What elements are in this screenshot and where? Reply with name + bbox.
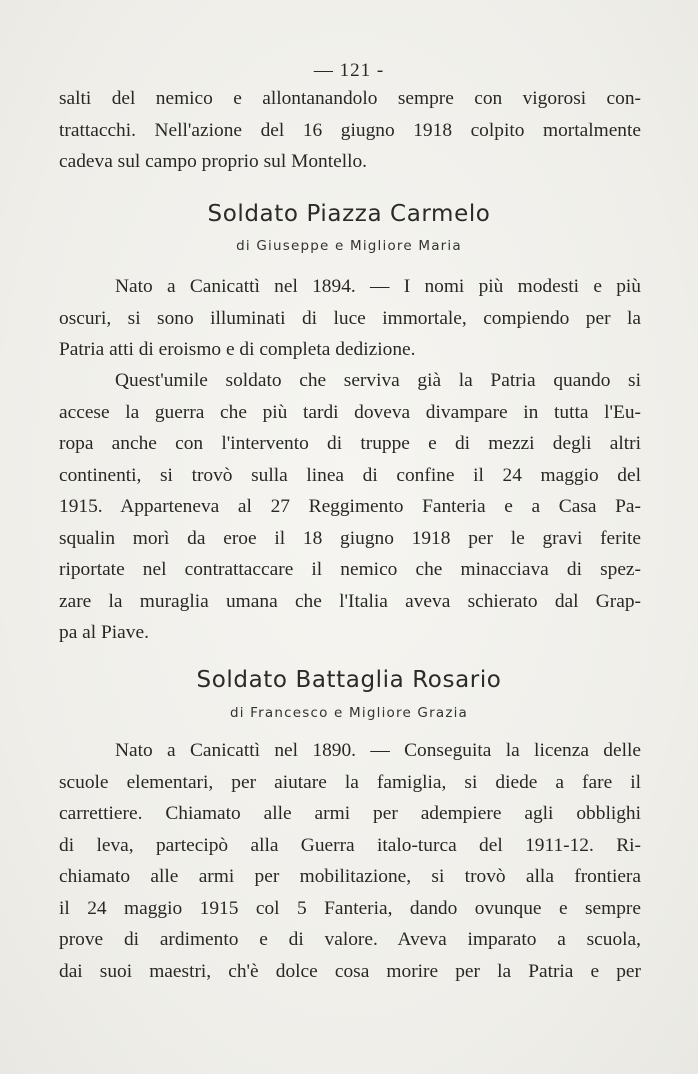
paragraph-continuation bbox=[59, 83, 641, 178]
paragraph-piazza-intro bbox=[59, 271, 641, 366]
text-line: chiamato alle armi per mobilitazione, si trovò alla frontiera bbox=[59, 866, 641, 887]
text-line: carrettiere. Chiamato alle armi per adempiere agli obblighi bbox=[59, 803, 641, 824]
text-line: squalin morì da eroe il 18 giugno 1918 per le gravi ferite bbox=[59, 527, 641, 549]
text-line: Patria atti di eroismo e di completa dedizione. bbox=[59, 339, 416, 360]
text-line: dai suoi maestri, ch'è dolce cosa morire per la Patria e per bbox=[59, 960, 641, 982]
text-line: Nato a Canicattì nel 1890. — Conseguita la licenza delle bbox=[115, 740, 641, 761]
text-line: trattacchi. Nell'azione del 16 giugno 1918 colpito mortalmente bbox=[59, 119, 641, 141]
paragraph-battaglia bbox=[59, 735, 641, 987]
text-line: scuole elementari, per aiutare la famiglia, si diede a fare il bbox=[59, 771, 641, 793]
text-line: prove di ardimento e di valore. Aveva imparato a scuola, bbox=[59, 929, 641, 950]
section-title-battaglia: Soldato Battaglia Rosario bbox=[196, 667, 502, 693]
paragraph-piazza-story bbox=[59, 365, 641, 649]
text-line: oscuri, si sono illuminati di luce immortale, compiendo per la bbox=[59, 307, 641, 329]
text-line: continenti, si trovò sulla linea di confine il 24 maggio del bbox=[59, 464, 641, 486]
text-line: ropa anche con l'intervento di truppe e di mezzi degli altri bbox=[59, 433, 641, 454]
text-line: Nato a Canicattì nel 1894. — I nomi più modesti e più bbox=[115, 276, 641, 297]
text-line: salti del nemico e allontanandolo sempre con vigorosi con- bbox=[59, 88, 641, 109]
text-line: di leva, partecipò alla Guerra italo-turca del 1911-12. Ri- bbox=[59, 834, 641, 856]
section-subtitle-battaglia: di Francesco e Migliore Grazia bbox=[229, 705, 469, 721]
text-line: Quest'umile soldato che serviva già la Patria quando si bbox=[115, 370, 641, 391]
page-number: — 121 - bbox=[313, 60, 385, 81]
text-line: riportate nel contrattaccare il nemico che minacciava di spez- bbox=[59, 559, 641, 580]
text-line: 1915. Apparteneva al 27 Reggimento Fanteria e a Casa Pa- bbox=[59, 496, 641, 517]
text-line: il 24 maggio 1915 col 5 Fanteria, dando ovunque e sempre bbox=[59, 897, 641, 919]
text-line: accese la guerra che più tardi doveva divampare in tutta l'Eu- bbox=[59, 401, 641, 423]
text-line: pa al Piave. bbox=[59, 622, 149, 643]
section-title-piazza: Soldato Piazza Carmelo bbox=[207, 201, 491, 227]
text-line: zare la muraglia umana che l'Italia aveva schierato dal Grap- bbox=[59, 590, 641, 612]
text-line: cadeva sul campo proprio sul Montello. bbox=[59, 151, 368, 172]
section-subtitle-piazza: di Giuseppe e Migliore Maria bbox=[236, 238, 462, 254]
